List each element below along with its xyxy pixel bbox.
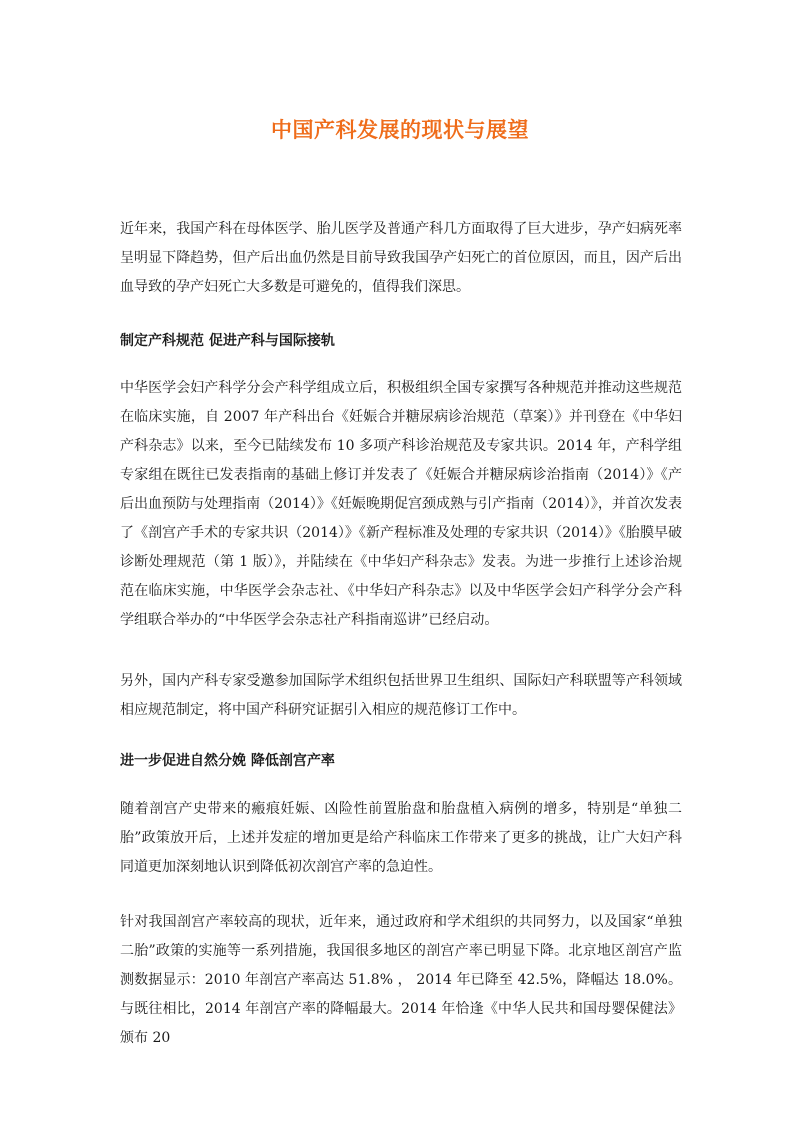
- section-heading-standards: 制定产科规范 促进产科与国际接轨: [120, 333, 335, 349]
- international-paragraph: 另外，国内产科专家受邀参加国际学术组织包括世界卫生组织、国际妇产科联盟等产科领域相应规范制定，将中国产科研究证据引入相应的规范修订工作中。: [120, 673, 682, 718]
- section-heading-natural-birth: 进一步促进自然分娩 降低剖宫产率: [120, 753, 335, 769]
- document-title: 中国产科发展的现状与展望: [271, 118, 529, 142]
- cesarean-rate-paragraph: 针对我国剖宫产率较高的现状，近年来，通过政府和学术组织的共同努力，以及国家“单独二胎”政策的实施等一系列措施，我国很多地区的剖宫产率已明显下降。北京地区剖宫产监测数据显示：2010 年剖宫产率高达 51.8% ， 2014 年已降至 42.5%，降幅达 18.0%。与既往相比，2014 年剖宫产率的降幅最大。2014 年恰逢《中华人民共和国母婴保健法》颁布 20: [120, 914, 682, 1046]
- intro-paragraph: 近年来，我国产科在母体医学、胎儿医学及普通产科几方面取得了巨大进步，孕产妇病死率呈明显下降趋势，但产后出血仍然是目前导致我国孕产妇死亡的首位原因，而且，因产后出血导致的孕产妇死亡大多数是可避免的，值得我们深思。: [120, 221, 682, 295]
- cesarean-challenges-paragraph: 随着剖宫产史带来的瘢痕妊娠、凶险性前置胎盘和胎盘植入病例的增多，特别是“单独二胎”政策放开后，上述并发症的增加更是给产科临床工作带来了更多的挑战，让广大妇产科同道更加深刻地认识到降低初次剖宫产率的急迫性。: [120, 801, 682, 875]
- standards-paragraph: 中华医学会妇产科学分会产科学组成立后，积极组织全国专家撰写各种规范并推动这些规范在临床实施，自 2007 年产科出台《妊娠合并糖尿病诊治规范（草案）》并刊登在《中华妇产科杂志》以来，至今已陆续发布 10 多项产科诊治规范及专家共识。2014 年，产科学组专家组在既往已发表指南的基础上修订并发表了《妊娠合并糖尿病诊治指南（2014）》《产后出血预防与处理指南（2014）》《妊娠晚期促宫颈成熟与引产指南（2014）》，并首次发表了《剖宫产手术的专家共识（2014）》《新产程标准及处理的专家共识（2014）》《胎膜早破诊断处理规范（第 1 版）》，并陆续在《中华妇产科杂志》发表。为进一步推行上述诊治规范在临床实施，中华医学会杂志社、《中华妇产科杂志》以及中华医学会妇产科学分会产科学组联合举办的“中华医学会杂志社产科指南巡讲”已经启动。: [120, 380, 682, 628]
